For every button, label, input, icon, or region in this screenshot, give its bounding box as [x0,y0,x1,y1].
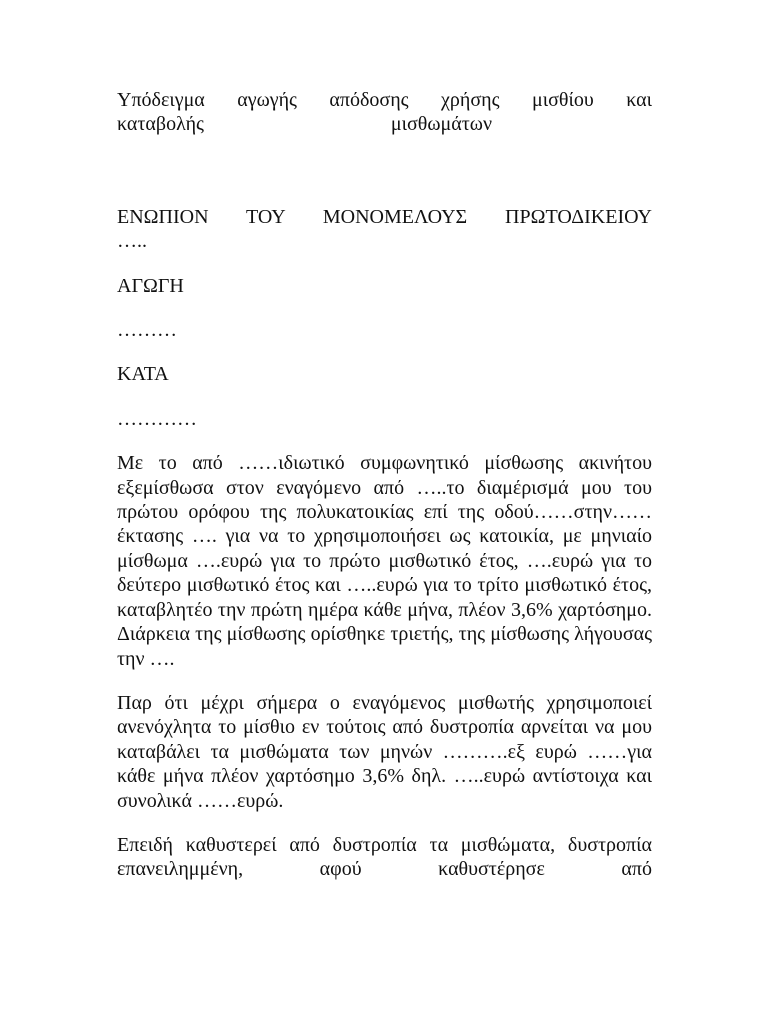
defendant-placeholder: ………… [117,407,197,430]
body-paragraph-arrears: Παρ ότι μέχρι σήμερα ο εναγόμενος μισθωτής χρησιμοποιεί ανενόχλητα το μίσθιο εν τούτοις από δυστροπία αρνείται να μου καταβάλει τα μισθώματα των μηνών ……….εξ ευρώ ……για κάθε μήνα πλέον χαρτόσημο 3,6% δηλ. …..ευρώ αντίστοιχα και συνολικά ……ευρώ. [117,691,652,812]
action-heading: ΑΓΩΓΗ [117,274,184,297]
title-line-2: καταβολής μισθωμάτων [117,113,492,136]
document-title [117,88,652,137]
court-line-2: ….. [117,230,147,253]
document-page [117,88,652,882]
body-paragraph-lease: Με το από ……ιδιωτικό συμφωνητικό μίσθωσης ακινήτου εξεμίσθωσα στον εναγόμενο από …..το διαμέρισμά μου του πρώτου ορόφου της πολυκατοικίας επί της οδού……στην……έκτασης …. για να το χρησιμοποιήσει ως κατοικία, με μηνιαίο μίσθωμα ….ευρώ για το πρώτο μισθωτικό έτος, ….ευρώ για το δεύτερο μισθωτικό έτος και …..ευρώ για το τρίτο μισθωτικό έτος, καταβλητέο την πρώτη ημέρα κάθε μήνα, πλέον 3,6% χαρτόσημο. Διάρκεια της μίσθωσης ορίσθηκε τριετής, της μίσθωσης λήγουσας την …. [117,452,652,670]
court-heading [117,205,652,254]
against-heading: ΚΑΤΑ [117,363,169,386]
plaintiff-placeholder: ……… [117,319,177,342]
title-line-1: Υπόδειγμα αγωγής απόδοσης χρήσης μισθίου και [117,89,652,111]
court-line-1: ΕΝΩΠΙΟΝ ΤΟΥ ΜΟΝΟΜΕΛΟΥΣ ΠΡΩΤΟΔΙΚΕΙΟΥ [117,205,652,228]
body-paragraph-delay: Επειδή καθυστερεί από δυστροπία τα μισθώματα, δυστροπία επανειλημμένη, αφού καθυστέρησε από [117,833,652,881]
